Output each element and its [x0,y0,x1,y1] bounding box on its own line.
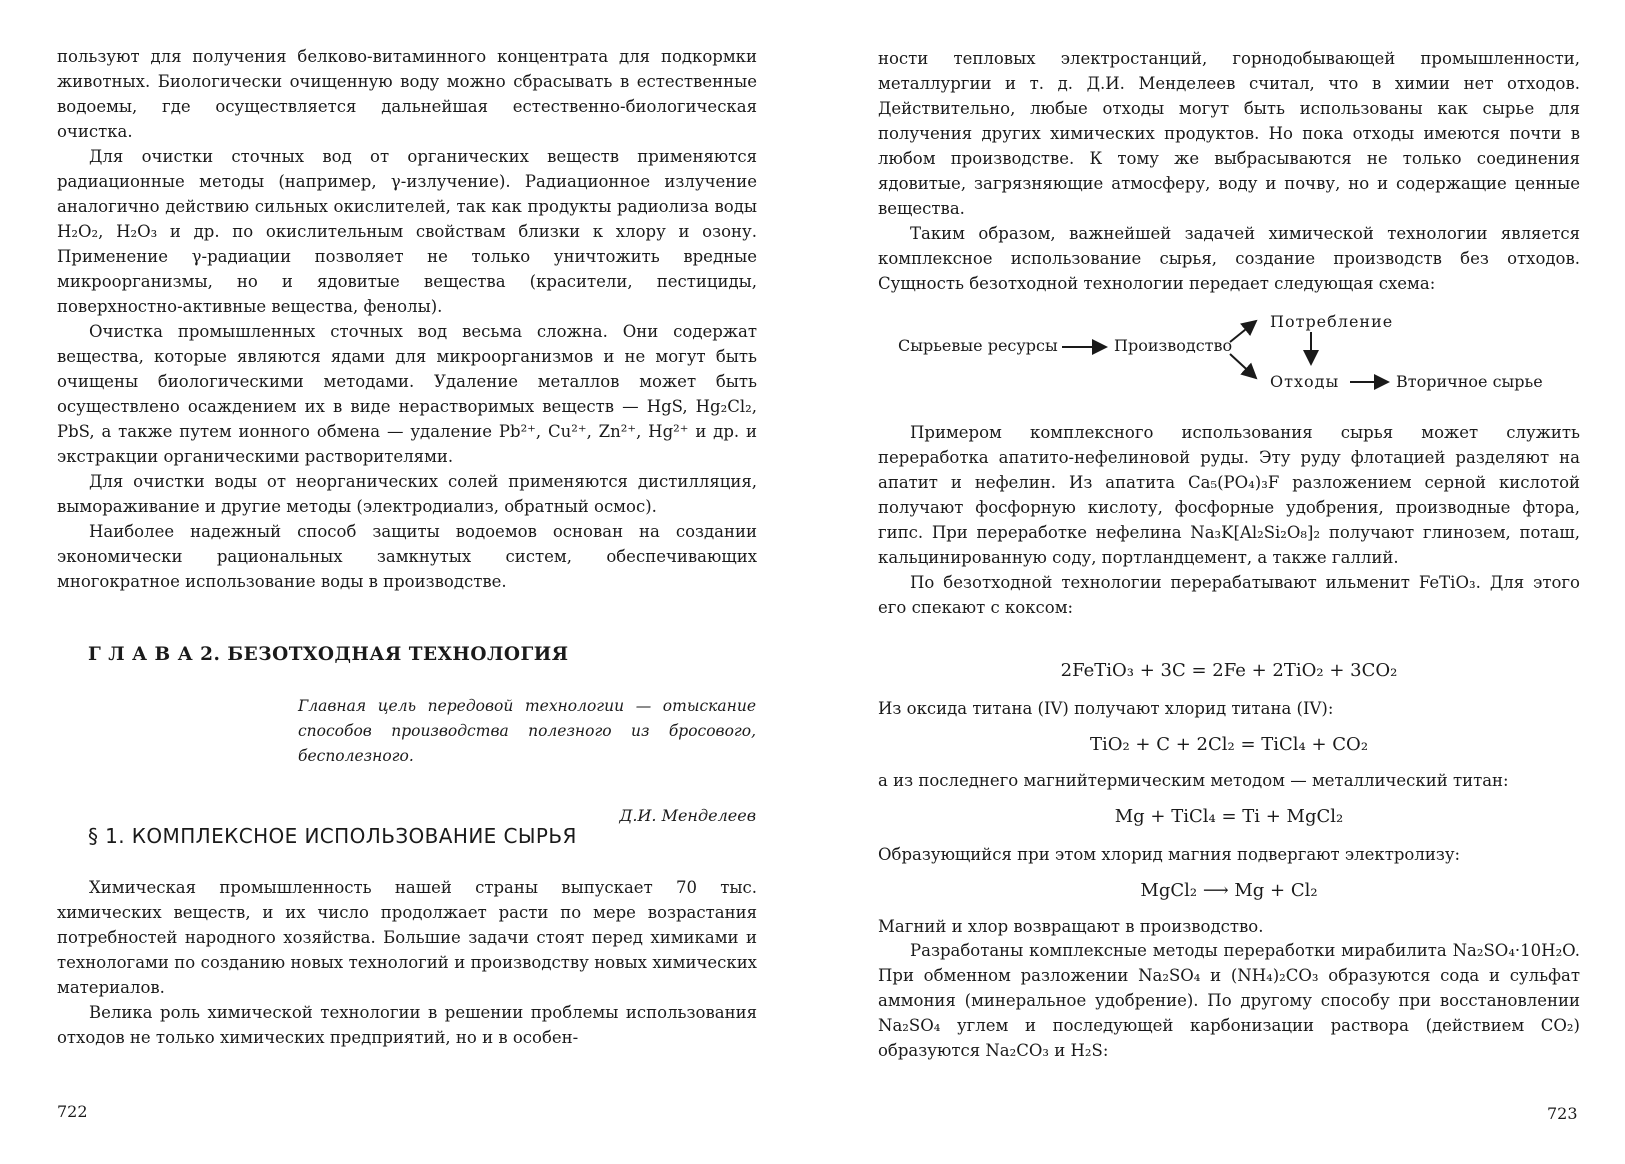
paragraph: По безотходной технологии перерабатывают ильменит FeTiO₃. Для этого его спекают с коксом: [878,573,1580,617]
waste-free-schema [878,312,1580,408]
text-line: Магний и хлор возвращают в производство. [878,917,1264,936]
paragraph: пользуют для получения белково-витаминного концентрата для подкормки животных. Биологически очищенную воду можно сбрасывать в естественные водоемы, где осуществляется дальнейшая естественно-биологическая очистка. [57,47,757,141]
paragraph: Таким образом, важнейшей задачей химической технологии является комплексное использование сырья, создание производств без отходов. Сущность безотходной технологии передает следующая схема: [878,224,1580,293]
formula-ilmenite: 2FeTiO₃ + 3C = 2Fe + 2TiO₂ + 3CO₂ [1060,660,1398,681]
paragraph: Наиболее надежный способ защиты водоемов основан на создании экономически рациональных замкнутых систем, обеспечивающих многократное использование воды в производстве. [57,522,757,591]
formula-titanium-chloride: TiO₂ + C + 2Cl₂ = TiCl₄ + CO₂ [1089,734,1369,755]
epigraph-author: Д.И. Менделеев [619,806,756,825]
left-page [0,0,780,1164]
section-title: § 1. КОМПЛЕКСНОЕ ИСПОЛЬЗОВАНИЕ СЫРЬЯ [88,824,577,848]
formula-titanium: Mg + TiCl₄ = Ti + MgCl₂ [1114,806,1344,827]
right-body-text-top [878,46,1580,296]
paragraph: Для очистки воды от неорганических солей применяются дистилляция, вымораживание и другие методы (электродиализ, обратный осмос). [57,472,757,516]
chapter-title: Г Л А В А 2. БЕЗОТХОДНАЯ ТЕХНОЛОГИЯ [88,644,569,665]
right-page [812,0,1625,1164]
schema-waste: Отходы [1270,372,1340,391]
epigraph: Главная цель передовой технологии — отыскание способов производства полезного из бросового, бесполезного. [298,697,756,765]
schema-secondary-raw: Вторичное сырье [1396,372,1543,391]
paragraph: ности тепловых электростанций, горнодобывающей промышленности, металлургии и т. д. Д.И. Менделеев считал, что в химии нет отходов. Действительно, любые отходы могут быть использованы как сырье для получения других химических продуктов. Но пока отходы имеются почти в любом производстве. К тому же выбрасываются не только соединения ядовитые, загрязняющие атмосферу, воду и почву, но и содержащие ценные вещества. [878,49,1580,218]
paragraph: Примером комплексного использования сырья может служить переработка апатито-нефелиновой руды. Эту руду флотацией разделяют на апатит и нефелин. Из апатита Ca₅(PO₄)₃F разложением серной кислотой получают фосфорную кислоту, фосфорные удобрения, производные фтора, гипс. При переработке нефелина Na₃K[Al₂Si₂O₈]₂ получают глинозем, поташ, кальцинированную соду, портландцемент, а также галлий. [878,423,1580,567]
schema-production: Производство [1114,336,1233,355]
paragraph: Очистка промышленных сточных вод весьма сложна. Они содержат вещества, которые являются ядами для микроорганизмов и не могут быть очищены биологическими методами. Удаление металлов может быть осуществлено осаждением их в виде нерастворимых веществ — HgS, Hg₂Cl₂, PbS, а также путем ионного обмена — удаление Pb²⁺, Cu²⁺, Zn²⁺, Hg²⁺ и др. и экстракции органическими растворителями. [57,322,757,466]
page-number: 723 [1547,1104,1578,1123]
text-line: а из последнего магнийтермическим методом — металлический титан: [878,771,1509,790]
text-line: Образующийся при этом хлорид магния подвергают электролизу: [878,845,1461,864]
schema-arrows [878,318,1580,408]
left-body-text [57,44,757,594]
formulas-block [878,658,1580,1058]
section-body-text [57,875,757,1050]
paragraph: Для очистки сточных вод от органических веществ применяются радиационные методы (например, γ-излучение). Радиационное излучение аналогично действию сильных окислителей, так как продукты радиолиза воды H₂O₂, H₂O₃ и др. по окислительным свойствам близки к хлору и озону. Применение γ-радиации позволяет не только уничтожить вредные микроорганизмы, но и ядовитые вещества (красители, пестициды, поверхностно-активные вещества, фенолы). [57,147,757,316]
schema-consumption: Потребление [1270,312,1394,331]
paragraph: Химическая промышленность нашей страны выпускает 70 тыс. химических веществ, и их число продолжает расти по мере возрастания потребностей народного хозяйства. Большие задачи стоят перед химиками и технологами по созданию новых технологий и производству новых химических материалов. [57,878,757,997]
text-line: Из оксида титана (IV) получают хлорид титана (IV): [878,699,1334,718]
formula-electrolysis: MgCl₂ ⟶ Mg + Cl₂ [1140,880,1318,901]
paragraph: Велика роль химической технологии в решении проблемы использования отходов не только химических предприятий, но и в особен- [57,1003,757,1047]
schema-raw-resources: Сырьевые ресурсы [898,336,1058,355]
page-number: 722 [57,1102,88,1121]
paragraph: Разработаны комплексные методы переработки мирабилита Na₂SO₄·10H₂O. При обменном разложении Na₂SO₄ и (NH₄)₂CO₃ образуются сода и сульфат аммония (минеральное удобрение). По другому способу при восстановлении Na₂SO₄ углем и последующей карбонизации раствора (действием CO₂) образуются Na₂CO₃ и H₂S: [878,941,1580,1060]
arrow-production-to-consumption [1230,321,1256,342]
right-body-text-mid [878,420,1580,620]
arrow-production-to-waste [1230,354,1256,378]
